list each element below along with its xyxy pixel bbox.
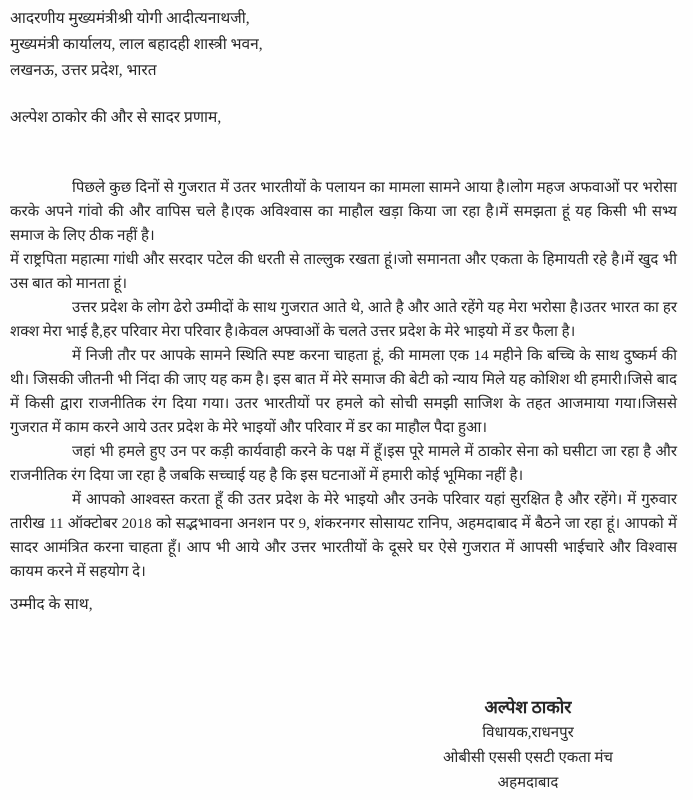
- body-paragraph-1: पिछले कुछ दिनों से गुजरात में उतर भारतीयों के पलायन का मामला सामने आया है।लोग महज अफवाओं पर भरोसा करके अपने गांवो की और वापिस चले है।एक अविश्वास का माहौल खड़ा किया जा रहा है।में समझता हूं यह किसी भी सभ्य समाज के लिए ठीक नहीं है।: [10, 180, 677, 244]
- signature-organization: ओबीसी एससी एसटी एकता मंच: [443, 750, 613, 766]
- recipient-line-1: आदरणीय मुख्यमंत्रीश्री योगी आदीत्यनाथजी,: [10, 10, 250, 27]
- signature-title: विधायक,राधनपुर: [482, 725, 574, 741]
- signature-block: [398, 694, 658, 796]
- body-paragraph-3: उत्तर प्रदेश के लोग ढेरो उम्मीदों के साथ गुजरात आते थे, आते है और आते रहेंगे यह मेरा भरोसा है।उतर भारत का हर शक्श मेरा भाई है,हर परिवार मेरा परिवार है।केवल अफ्वाओं के चलते उत्तर प्रदेश के मेरे भाइयो में डर फैला है।: [10, 300, 677, 340]
- signature-name: अल्पेश ठाकोर: [484, 697, 572, 717]
- closing: उम्मीद के साथ,: [10, 596, 93, 613]
- recipient-line-3: लखनऊ, उत्तर प्रदेश, भारत: [10, 62, 157, 79]
- signature-city: अहमदाबाद: [497, 775, 559, 791]
- recipient-address: [10, 6, 677, 84]
- recipient-line-2: मुख्यमंत्री कार्यालय, लाल बहादही शास्त्री भवन,: [10, 36, 263, 53]
- salutation: अल्पेश ठाकोर की और से सादर प्रणाम,: [10, 109, 222, 126]
- body-paragraph-5: जहां भी हमले हुए उन पर कड़ी कार्यवाही करने के पक्ष में हूँ।इस पूरे मामले में ठाकोर सेना को घसीटा जा रहा है और राजनीतिक रंग दिया जा रहा है जबकि सच्चाई यह है कि इस घटनाओं में हमारी कोई भूमिका नहीं है।: [10, 444, 677, 484]
- letter-body: [10, 176, 677, 584]
- body-paragraph-4: में निजी तौर पर आपके सामने स्थिति स्पष्ट करना चाहता हूं, की मामला एक 14 महीने कि बच्चि के साथ दुष्कर्म की थी। जिसकी जीतनी भी निंदा की जाए यह कम है। इस बात में मेरे समाज की बेटी को न्याय मिले यह कोशिश थी हमारी।जिसे बाद में किसी द्वारा राजनीतिक रंग दिया गया। उतर भारतीयों पर हमले को सोची समझी साजिश के तहत आजमाया गया।जिससे गुजरात में काम करने आये उतर प्रदेश के मेरे भाइयों और परिवार में डर का माहौल पैदा हुआ।: [10, 348, 677, 436]
- body-paragraph-6: में आपको आश्वस्त करता हूँ की उतर प्रदेश के मेरे भाइयो और उनके परिवार यहां सुरक्षित है और रहेंगे। में गुरुवार तारीख 11 ऑक्टोबर 2018 को सद्भभावना अनशन पर 9, शंकरनगर सोसायट रानिप, अहमदाबाद में बैठने जा रहा हूं। आपको में सादर आमंत्रित करना चाहता हूँ। आप भी आये और उत्तर भारतीयों के दूसरे घर ऐसे गुजरात में आपसी भाईचारे और विश्वास कायम करने में सहयोग दे।: [10, 492, 677, 580]
- body-paragraph-2: में राष्ट्रपिता महात्मा गांधी और सरदार पटेल की धरती से ताल्लुक रखता हूं।जो समानता और एकता के हिमायती रहे है।में खुद भी उस बात को मानता हूं।: [10, 252, 677, 292]
